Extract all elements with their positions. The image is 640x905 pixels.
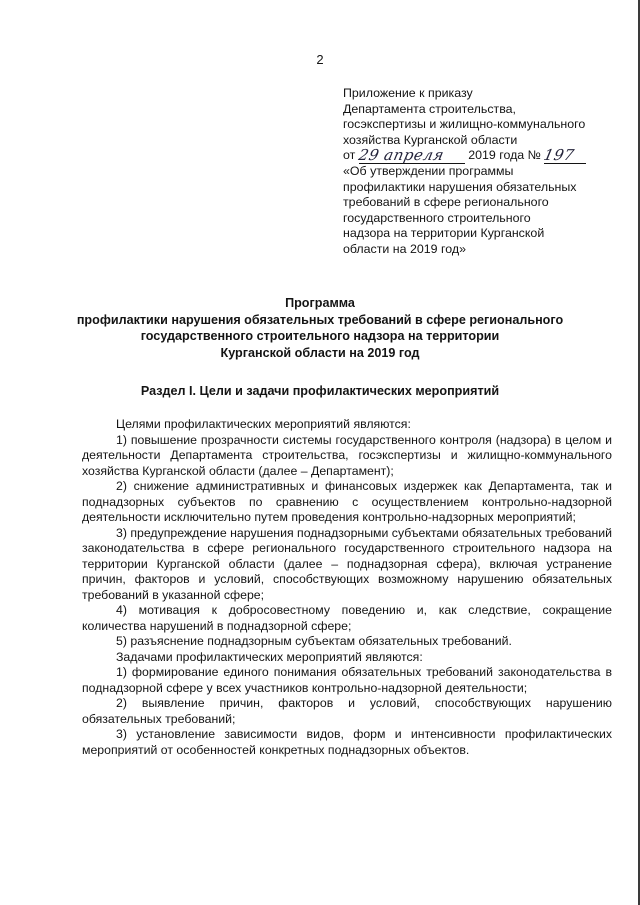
section-heading: Раздел I. Цели и задачи профилактических мероприятий <box>140 384 500 398</box>
paragraph: 1) формирование единого понимания обязательных требований законодательства в поднадзорной сфере у всех участников контрольно-надзорной деятельности; <box>82 665 612 695</box>
paragraph: 2) снижение административных и финансовых издержек как Департамента, так и поднадзорных субъектов по сравнению с осуществлением контрольно-надзорной деятельности исключительно путем проведения контрольно-надзорных мероприятий; <box>82 479 612 524</box>
order-title-line: «Об утверждении программы <box>343 163 514 178</box>
document-body <box>82 417 612 758</box>
date-blank <box>356 145 465 164</box>
order-title-line: государственного строительного <box>343 210 531 225</box>
page-number: 2 <box>316 52 324 67</box>
program-title-line: профилактики нарушения обязательных требований в сфере регионального <box>76 312 564 327</box>
handwritten-date: 29 апреля <box>356 145 446 164</box>
paragraph: Задачами профилактических мероприятий являются: <box>116 649 423 664</box>
program-title <box>60 295 580 361</box>
order-title-line: требований в сфере регионального <box>343 195 549 210</box>
handwritten-number: 197 <box>542 145 577 164</box>
number-blank <box>542 145 586 164</box>
program-title-line: Программа <box>285 296 355 310</box>
appendix-line: Департамента строительства, <box>343 101 516 116</box>
appendix-line: хозяйства Курганской области <box>343 132 518 147</box>
order-title-line: профилактики нарушения обязательных <box>343 179 577 194</box>
appendix-line: госэкспертизы и жилищно-коммунального <box>343 117 586 132</box>
paragraph: 1) повышение прозрачности системы государственного контроля (надзора) в целом и деятельности Департамента строительства, госэкспертизы и жилищно-коммунального хозяйства Курганской области (далее – Департамент); <box>82 432 612 478</box>
appendix-block <box>343 86 633 258</box>
program-title-line: Курганской области на 2019 год <box>220 345 420 360</box>
appendix-line: Приложение к приказу <box>343 86 473 100</box>
paragraph: 4) мотивация к добросовестному поведению и, как следствие, сокращение количества нарушений в поднадзорной сфере; <box>82 603 612 633</box>
order-title-line: надзора на территории Курганской <box>343 226 545 241</box>
year-text: 2019 года № <box>468 148 541 163</box>
order-date-line <box>343 145 633 164</box>
paragraph: 3) предупреждение нарушения поднадзорными субъектами обязательных требований законодательства в сфере регионального государственного строительного надзора на территории Курганской области (далее – поднадзорная сфера), включая устранение причин, факторов и условий, способствующих возможному нарушению обязательных требований в указанной сфере; <box>82 525 612 602</box>
paragraph: 3) установление зависимости видов, форм и интенсивности профилактических мероприятий от особенностей конкретных поднадзорных объектов. <box>82 727 612 757</box>
paragraph: 5) разъяснение поднадзорным субъектам обязательных требований. <box>116 634 512 648</box>
program-title-line: государственного строительного надзора на территории <box>140 329 500 344</box>
order-title-line: области на 2019 год» <box>343 241 466 256</box>
from-label: от <box>343 148 356 163</box>
paragraph: Целями профилактических мероприятий являются: <box>116 417 411 431</box>
paragraph: 2) выявление причин, факторов и условий, способствующих нарушению обязательных требований; <box>82 696 612 726</box>
